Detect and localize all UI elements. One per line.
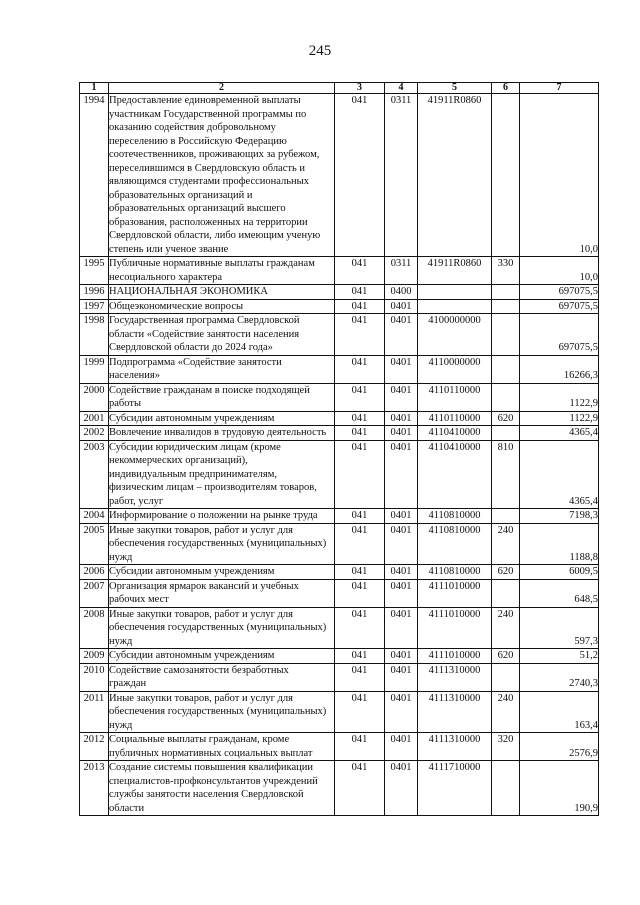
col-5-cell: 4111310000 — [418, 733, 492, 761]
col-3-cell: 041 — [335, 607, 385, 649]
col-4-cell: 0311 — [385, 257, 418, 285]
col-4-cell: 0401 — [385, 314, 418, 356]
page-number: 245 — [308, 43, 332, 59]
col-7-cell: 190,9 — [520, 761, 599, 816]
table-row — [80, 257, 599, 285]
col-7-cell: 697075,5 — [520, 299, 599, 314]
row-number-cell: 2001 — [80, 411, 109, 426]
col-6-cell — [492, 509, 520, 524]
item-name-cell: Государственная программа Свердловской области «Содействие занятости населения Свердловской области до 2024 года» — [109, 314, 335, 356]
table-row — [80, 733, 599, 761]
row-number-cell: 2009 — [80, 649, 109, 664]
header-col-4: 4 — [385, 83, 418, 94]
col-4-cell: 0401 — [385, 579, 418, 607]
col-3-cell: 041 — [335, 426, 385, 441]
col-7-cell: 597,3 — [520, 607, 599, 649]
table-row — [80, 761, 599, 816]
col-5-cell: 4111010000 — [418, 607, 492, 649]
col-6-cell: 240 — [492, 523, 520, 565]
table-row — [80, 383, 599, 411]
col-4-cell: 0311 — [385, 94, 418, 257]
col-3-cell: 041 — [335, 761, 385, 816]
col-7-cell: 1188,8 — [520, 523, 599, 565]
row-number-cell: 2010 — [80, 663, 109, 691]
item-name-cell: Создание системы повышения квалификации специалистов-профконсультантов учреждений службы занятости населения Свердловской области — [109, 761, 335, 816]
col-6-cell: 330 — [492, 257, 520, 285]
col-4-cell: 0401 — [385, 509, 418, 524]
col-4-cell: 0401 — [385, 355, 418, 383]
table-row — [80, 691, 599, 733]
col-7-cell: 10,0 — [520, 94, 599, 257]
table-body — [80, 94, 599, 816]
item-name-cell: Социальные выплаты гражданам, кроме публичных нормативных социальных выплат — [109, 733, 335, 761]
col-3-cell: 041 — [335, 257, 385, 285]
col-3-cell: 041 — [335, 565, 385, 580]
item-name-cell: Субсидии автономным учреждениям — [109, 649, 335, 664]
item-name-cell: Вовлечение инвалидов в трудовую деятельность — [109, 426, 335, 441]
col-6-cell — [492, 299, 520, 314]
col-5-cell: 4110810000 — [418, 509, 492, 524]
item-name-cell: Подпрограмма «Содействие занятости населения» — [109, 355, 335, 383]
row-number-cell: 2003 — [80, 440, 109, 509]
table-row — [80, 440, 599, 509]
col-4-cell: 0401 — [385, 691, 418, 733]
table-row — [80, 607, 599, 649]
col-6-cell: 240 — [492, 607, 520, 649]
table-row — [80, 663, 599, 691]
row-number-cell: 2006 — [80, 565, 109, 580]
header-col-6: 6 — [492, 83, 520, 94]
col-4-cell: 0401 — [385, 761, 418, 816]
table-row — [80, 565, 599, 580]
row-number-cell: 2008 — [80, 607, 109, 649]
item-name-cell: Субсидии автономным учреждениям — [109, 565, 335, 580]
table-row — [80, 579, 599, 607]
col-6-cell — [492, 314, 520, 356]
row-number-cell: 2004 — [80, 509, 109, 524]
col-3-cell: 041 — [335, 440, 385, 509]
col-5-cell — [418, 299, 492, 314]
col-3-cell: 041 — [335, 649, 385, 664]
col-3-cell: 041 — [335, 663, 385, 691]
col-6-cell — [492, 761, 520, 816]
col-3-cell: 041 — [335, 411, 385, 426]
row-number-cell: 2011 — [80, 691, 109, 733]
col-7-cell: 4365,4 — [520, 426, 599, 441]
header-col-5: 5 — [418, 83, 492, 94]
col-4-cell: 0401 — [385, 440, 418, 509]
col-4-cell: 0401 — [385, 649, 418, 664]
col-7-cell: 2576,9 — [520, 733, 599, 761]
col-3-cell: 041 — [335, 355, 385, 383]
col-5-cell: 4100000000 — [418, 314, 492, 356]
table-row — [80, 649, 599, 664]
col-5-cell: 4111010000 — [418, 649, 492, 664]
col-3-cell: 041 — [335, 314, 385, 356]
col-3-cell: 041 — [335, 94, 385, 257]
col-4-cell: 0401 — [385, 383, 418, 411]
col-5-cell: 4111710000 — [418, 761, 492, 816]
col-3-cell: 041 — [335, 579, 385, 607]
table-header — [80, 83, 599, 94]
col-6-cell: 810 — [492, 440, 520, 509]
col-5-cell: 4110410000 — [418, 440, 492, 509]
row-number-cell: 1995 — [80, 257, 109, 285]
item-name-cell: Предоставление единовременной выплаты участникам Государственной программы по оказанию содействия добровольному переселению в Российскую Федерацию соотечественников, проживающих за рубежом, переселившимся в Свердловскую область и являющимся студентами профессиональных образовательных организаций и образовательных организаций высшего образования, расположенных на территории Свердловской области, либо имеющим ученую степень или ученое звание — [109, 94, 335, 257]
col-6-cell: 320 — [492, 733, 520, 761]
col-6-cell — [492, 285, 520, 300]
col-5-cell: 41911R0860 — [418, 94, 492, 257]
col-7-cell: 697075,5 — [520, 314, 599, 356]
col-4-cell: 0401 — [385, 663, 418, 691]
col-4-cell: 0401 — [385, 426, 418, 441]
item-name-cell: Иные закупки товаров, работ и услуг для обеспечения государственных (муниципальных) нужд — [109, 691, 335, 733]
table-row — [80, 285, 599, 300]
row-number-cell: 1999 — [80, 355, 109, 383]
col-3-cell: 041 — [335, 691, 385, 733]
col-5-cell: 4111010000 — [418, 579, 492, 607]
row-number-cell: 1997 — [80, 299, 109, 314]
col-4-cell: 0400 — [385, 285, 418, 300]
col-3-cell: 041 — [335, 285, 385, 300]
col-6-cell: 620 — [492, 649, 520, 664]
col-6-cell — [492, 355, 520, 383]
col-6-cell — [492, 663, 520, 691]
row-number-cell: 2005 — [80, 523, 109, 565]
col-7-cell: 1122,9 — [520, 383, 599, 411]
row-number-cell: 2000 — [80, 383, 109, 411]
col-5-cell: 4111310000 — [418, 691, 492, 733]
col-5-cell: 4111310000 — [418, 663, 492, 691]
col-5-cell: 4110810000 — [418, 565, 492, 580]
col-6-cell: 620 — [492, 411, 520, 426]
col-7-cell: 10,0 — [520, 257, 599, 285]
budget-table — [79, 82, 599, 816]
item-name-cell: Иные закупки товаров, работ и услуг для обеспечения государственных (муниципальных) нужд — [109, 523, 335, 565]
item-name-cell: Содействие самозанятости безработных граждан — [109, 663, 335, 691]
item-name-cell: Организация ярмарок вакансий и учебных рабочих мест — [109, 579, 335, 607]
col-7-cell: 2740,3 — [520, 663, 599, 691]
col-5-cell: 4110110000 — [418, 411, 492, 426]
col-3-cell: 041 — [335, 523, 385, 565]
item-name-cell: Содействие гражданам в поиске подходящей работы — [109, 383, 335, 411]
row-number-cell: 2013 — [80, 761, 109, 816]
col-5-cell: 41911R0860 — [418, 257, 492, 285]
table-row — [80, 299, 599, 314]
item-name-cell: Субсидии юридическим лицам (кроме некоммерческих организаций), индивидуальным предпринимателям, физическим лицам – производителям товаров, работ, услуг — [109, 440, 335, 509]
col-7-cell: 697075,5 — [520, 285, 599, 300]
col-6-cell: 240 — [492, 691, 520, 733]
col-5-cell: 4110810000 — [418, 523, 492, 565]
col-7-cell: 16266,3 — [520, 355, 599, 383]
header-col-2: 2 — [109, 83, 335, 94]
row-number-cell: 2012 — [80, 733, 109, 761]
col-6-cell — [492, 383, 520, 411]
header-col-3: 3 — [335, 83, 385, 94]
table-row — [80, 523, 599, 565]
col-4-cell: 0401 — [385, 299, 418, 314]
col-6-cell — [492, 426, 520, 441]
col-4-cell: 0401 — [385, 733, 418, 761]
table-row — [80, 94, 599, 257]
col-7-cell: 51,2 — [520, 649, 599, 664]
row-number-cell: 2007 — [80, 579, 109, 607]
header-col-1: 1 — [80, 83, 109, 94]
row-number-cell: 1994 — [80, 94, 109, 257]
col-7-cell: 163,4 — [520, 691, 599, 733]
table-row — [80, 509, 599, 524]
table-row — [80, 314, 599, 356]
col-3-cell: 041 — [335, 383, 385, 411]
col-6-cell — [492, 579, 520, 607]
col-4-cell: 0401 — [385, 607, 418, 649]
col-7-cell: 648,5 — [520, 579, 599, 607]
table-row — [80, 355, 599, 383]
col-6-cell: 620 — [492, 565, 520, 580]
col-7-cell: 1122,9 — [520, 411, 599, 426]
table-row — [80, 411, 599, 426]
col-3-cell: 041 — [335, 299, 385, 314]
header-row — [80, 83, 599, 94]
item-name-cell: Публичные нормативные выплаты гражданам несоциального характера — [109, 257, 335, 285]
header-col-7: 7 — [520, 83, 599, 94]
col-4-cell: 0401 — [385, 565, 418, 580]
item-name-cell: Информирование о положении на рынке труда — [109, 509, 335, 524]
row-number-cell: 1996 — [80, 285, 109, 300]
col-5-cell: 4110000000 — [418, 355, 492, 383]
col-7-cell: 6009,5 — [520, 565, 599, 580]
col-3-cell: 041 — [335, 509, 385, 524]
col-7-cell: 7198,3 — [520, 509, 599, 524]
col-6-cell — [492, 94, 520, 257]
item-name-cell: Общеэкономические вопросы — [109, 299, 335, 314]
row-number-cell: 1998 — [80, 314, 109, 356]
item-name-cell: Иные закупки товаров, работ и услуг для обеспечения государственных (муниципальных) нужд — [109, 607, 335, 649]
col-5-cell: 4110410000 — [418, 426, 492, 441]
col-3-cell: 041 — [335, 733, 385, 761]
col-5-cell — [418, 285, 492, 300]
table-row — [80, 426, 599, 441]
col-4-cell: 0401 — [385, 523, 418, 565]
item-name-cell: Субсидии автономным учреждениям — [109, 411, 335, 426]
col-4-cell: 0401 — [385, 411, 418, 426]
col-5-cell: 4110110000 — [418, 383, 492, 411]
item-name-cell: НАЦИОНАЛЬНАЯ ЭКОНОМИКА — [109, 285, 335, 300]
col-7-cell: 4365,4 — [520, 440, 599, 509]
row-number-cell: 2002 — [80, 426, 109, 441]
